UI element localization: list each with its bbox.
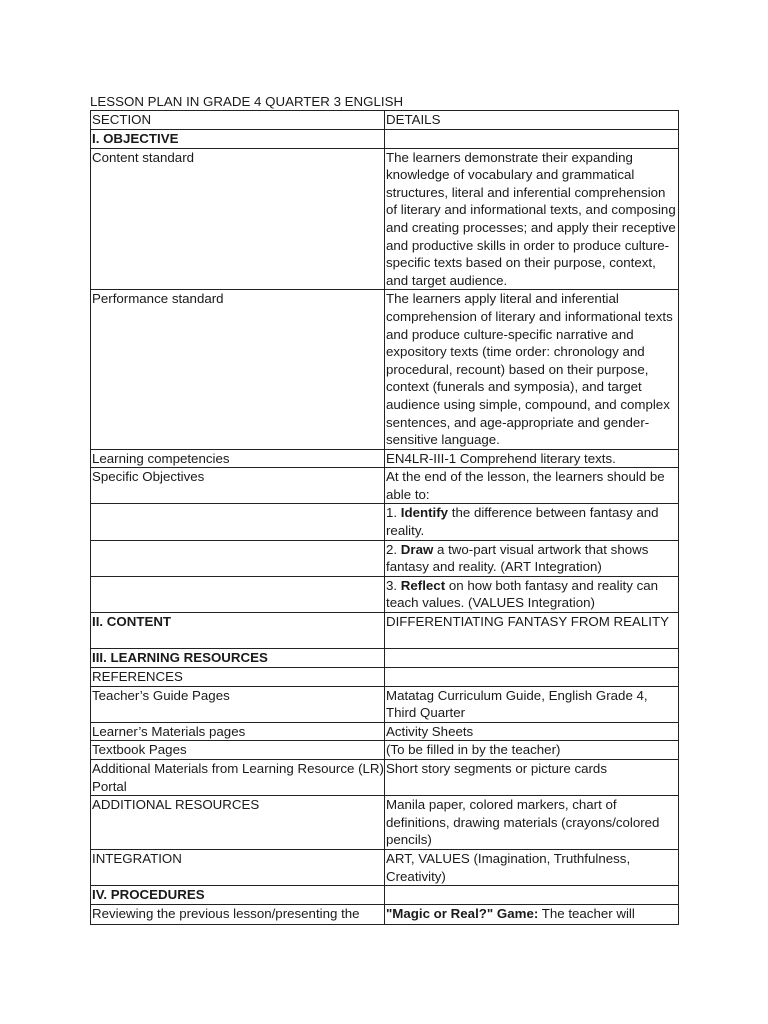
table-header-row [91, 111, 679, 130]
details-cell [385, 741, 679, 760]
section-cell: Learning competencies [91, 449, 385, 468]
section-cell [91, 504, 385, 540]
header-section-cell: SECTION [91, 111, 385, 130]
details-cell [385, 540, 679, 576]
section-cell: ADDITIONAL RESOURCES [91, 796, 385, 850]
table-row [91, 796, 679, 850]
details-text: Manila paper, colored markers, chart of definitions, drawing materials (crayons/colored pencils) [386, 797, 660, 848]
details-text: (To be filled in by the teacher) [386, 742, 561, 758]
table-row [91, 760, 679, 796]
details-cell [385, 686, 679, 722]
details-cell [385, 850, 679, 886]
table-body [91, 111, 679, 925]
document-title: LESSON PLAN IN GRADE 4 QUARTER 3 ENGLISH [90, 94, 404, 109]
table-row [91, 905, 679, 925]
details-cell [385, 760, 679, 796]
details-text: DIFFERENTIATING FANTASY FROM REALITY [386, 614, 669, 630]
section-cell: IV. PROCEDURES [91, 886, 385, 905]
table-row [91, 504, 679, 540]
details-text: Activity Sheets [386, 723, 474, 739]
details-cell [385, 886, 679, 905]
details-text: 1. [386, 505, 401, 521]
section-cell: Performance standard [91, 290, 385, 449]
section-cell: INTEGRATION [91, 850, 385, 886]
details-text: ART, VALUES (Imagination, Truthfulness, Creativity) [386, 851, 631, 884]
section-cell: III. LEARNING RESOURCES [91, 649, 385, 668]
details-text: Short story segments or picture cards [386, 761, 607, 776]
details-cell [385, 722, 679, 741]
details-cell [385, 668, 679, 687]
details-text: At the end of the lesson, the learners should be able to: [386, 469, 665, 502]
section-cell: I. OBJECTIVE [91, 129, 385, 148]
table-row [91, 540, 679, 576]
table-row [91, 886, 679, 905]
section-cell: REFERENCES [91, 668, 385, 687]
details-cell [385, 504, 679, 540]
details-emphasis: Identify [400, 505, 449, 521]
section-cell: Specific Objectives [91, 468, 385, 504]
details-text: on how both fantasy and reality can teach values. (VALUES Integration) [386, 577, 659, 611]
details-cell [385, 468, 679, 504]
table-row [91, 290, 679, 449]
details-cell [385, 796, 679, 850]
section-cell: Reviewing the previous lesson/presenting the [91, 905, 385, 925]
header-details-cell: DETAILS [385, 111, 679, 130]
section-cell: II. CONTENT [91, 613, 385, 649]
details-cell [385, 613, 679, 649]
table-row [91, 668, 679, 687]
details-text: 3. [386, 577, 401, 593]
table-row [91, 148, 679, 290]
details-text: Matatag Curriculum Guide, English Grade 4, Third Quarter [386, 687, 648, 721]
table-row [91, 686, 679, 722]
details-emphasis: Draw [400, 541, 434, 557]
details-cell [385, 576, 679, 612]
details-text: 2. [386, 541, 401, 557]
table-row [91, 576, 679, 612]
details-text: a two-part visual artwork that shows fantasy and reality. (ART Integration) [386, 541, 649, 575]
table-row [91, 449, 679, 468]
details-cell [385, 148, 679, 290]
section-cell: Learner’s Materials pages [91, 722, 385, 741]
details-cell [385, 905, 679, 925]
details-text: The learners apply literal and inferential comprehension of literary and informational texts and produce culture-specific narrative and expository texts (time order: chronology and procedural, recount) based on their purpose, context (funerals and symposia), and target audience using simple, compound, and complex sentences, and age-appropriate and gender-sensitive language. [386, 291, 673, 448]
section-cell: Textbook Pages [91, 741, 385, 760]
section-cell [91, 540, 385, 576]
section-cell [91, 576, 385, 612]
table-row [91, 649, 679, 668]
details-text: The learners demonstrate their expanding knowledge of vocabulary and grammatical structures, literal and inferential comprehension of literary and informational texts, and composing and creating processes; and apply their receptive and productive skills in order to produce culture-specific texts based on their purpose, context, and target audience. [386, 149, 676, 288]
details-emphasis: "Magic or Real?" Game: [386, 906, 539, 922]
table-row [91, 722, 679, 741]
section-cell: Content standard [91, 148, 385, 290]
table-row [91, 129, 679, 148]
details-cell [385, 649, 679, 668]
table-row [91, 741, 679, 760]
table-row [91, 613, 679, 649]
details-cell [385, 129, 679, 148]
section-cell: Additional Materials from Learning Resource (LR) Portal [91, 760, 385, 796]
details-cell [385, 290, 679, 449]
details-text: The teacher will [538, 906, 635, 922]
table-row [91, 468, 679, 504]
details-text: EN4LR-III-1 Comprehend literary texts. [386, 450, 616, 466]
table-row [91, 850, 679, 886]
details-emphasis: Reflect [400, 577, 446, 593]
lesson-plan-table [90, 110, 679, 925]
section-cell: Teacher’s Guide Pages [91, 686, 385, 722]
details-cell [385, 449, 679, 468]
details-text: the difference between fantasy and reality. [386, 505, 659, 539]
